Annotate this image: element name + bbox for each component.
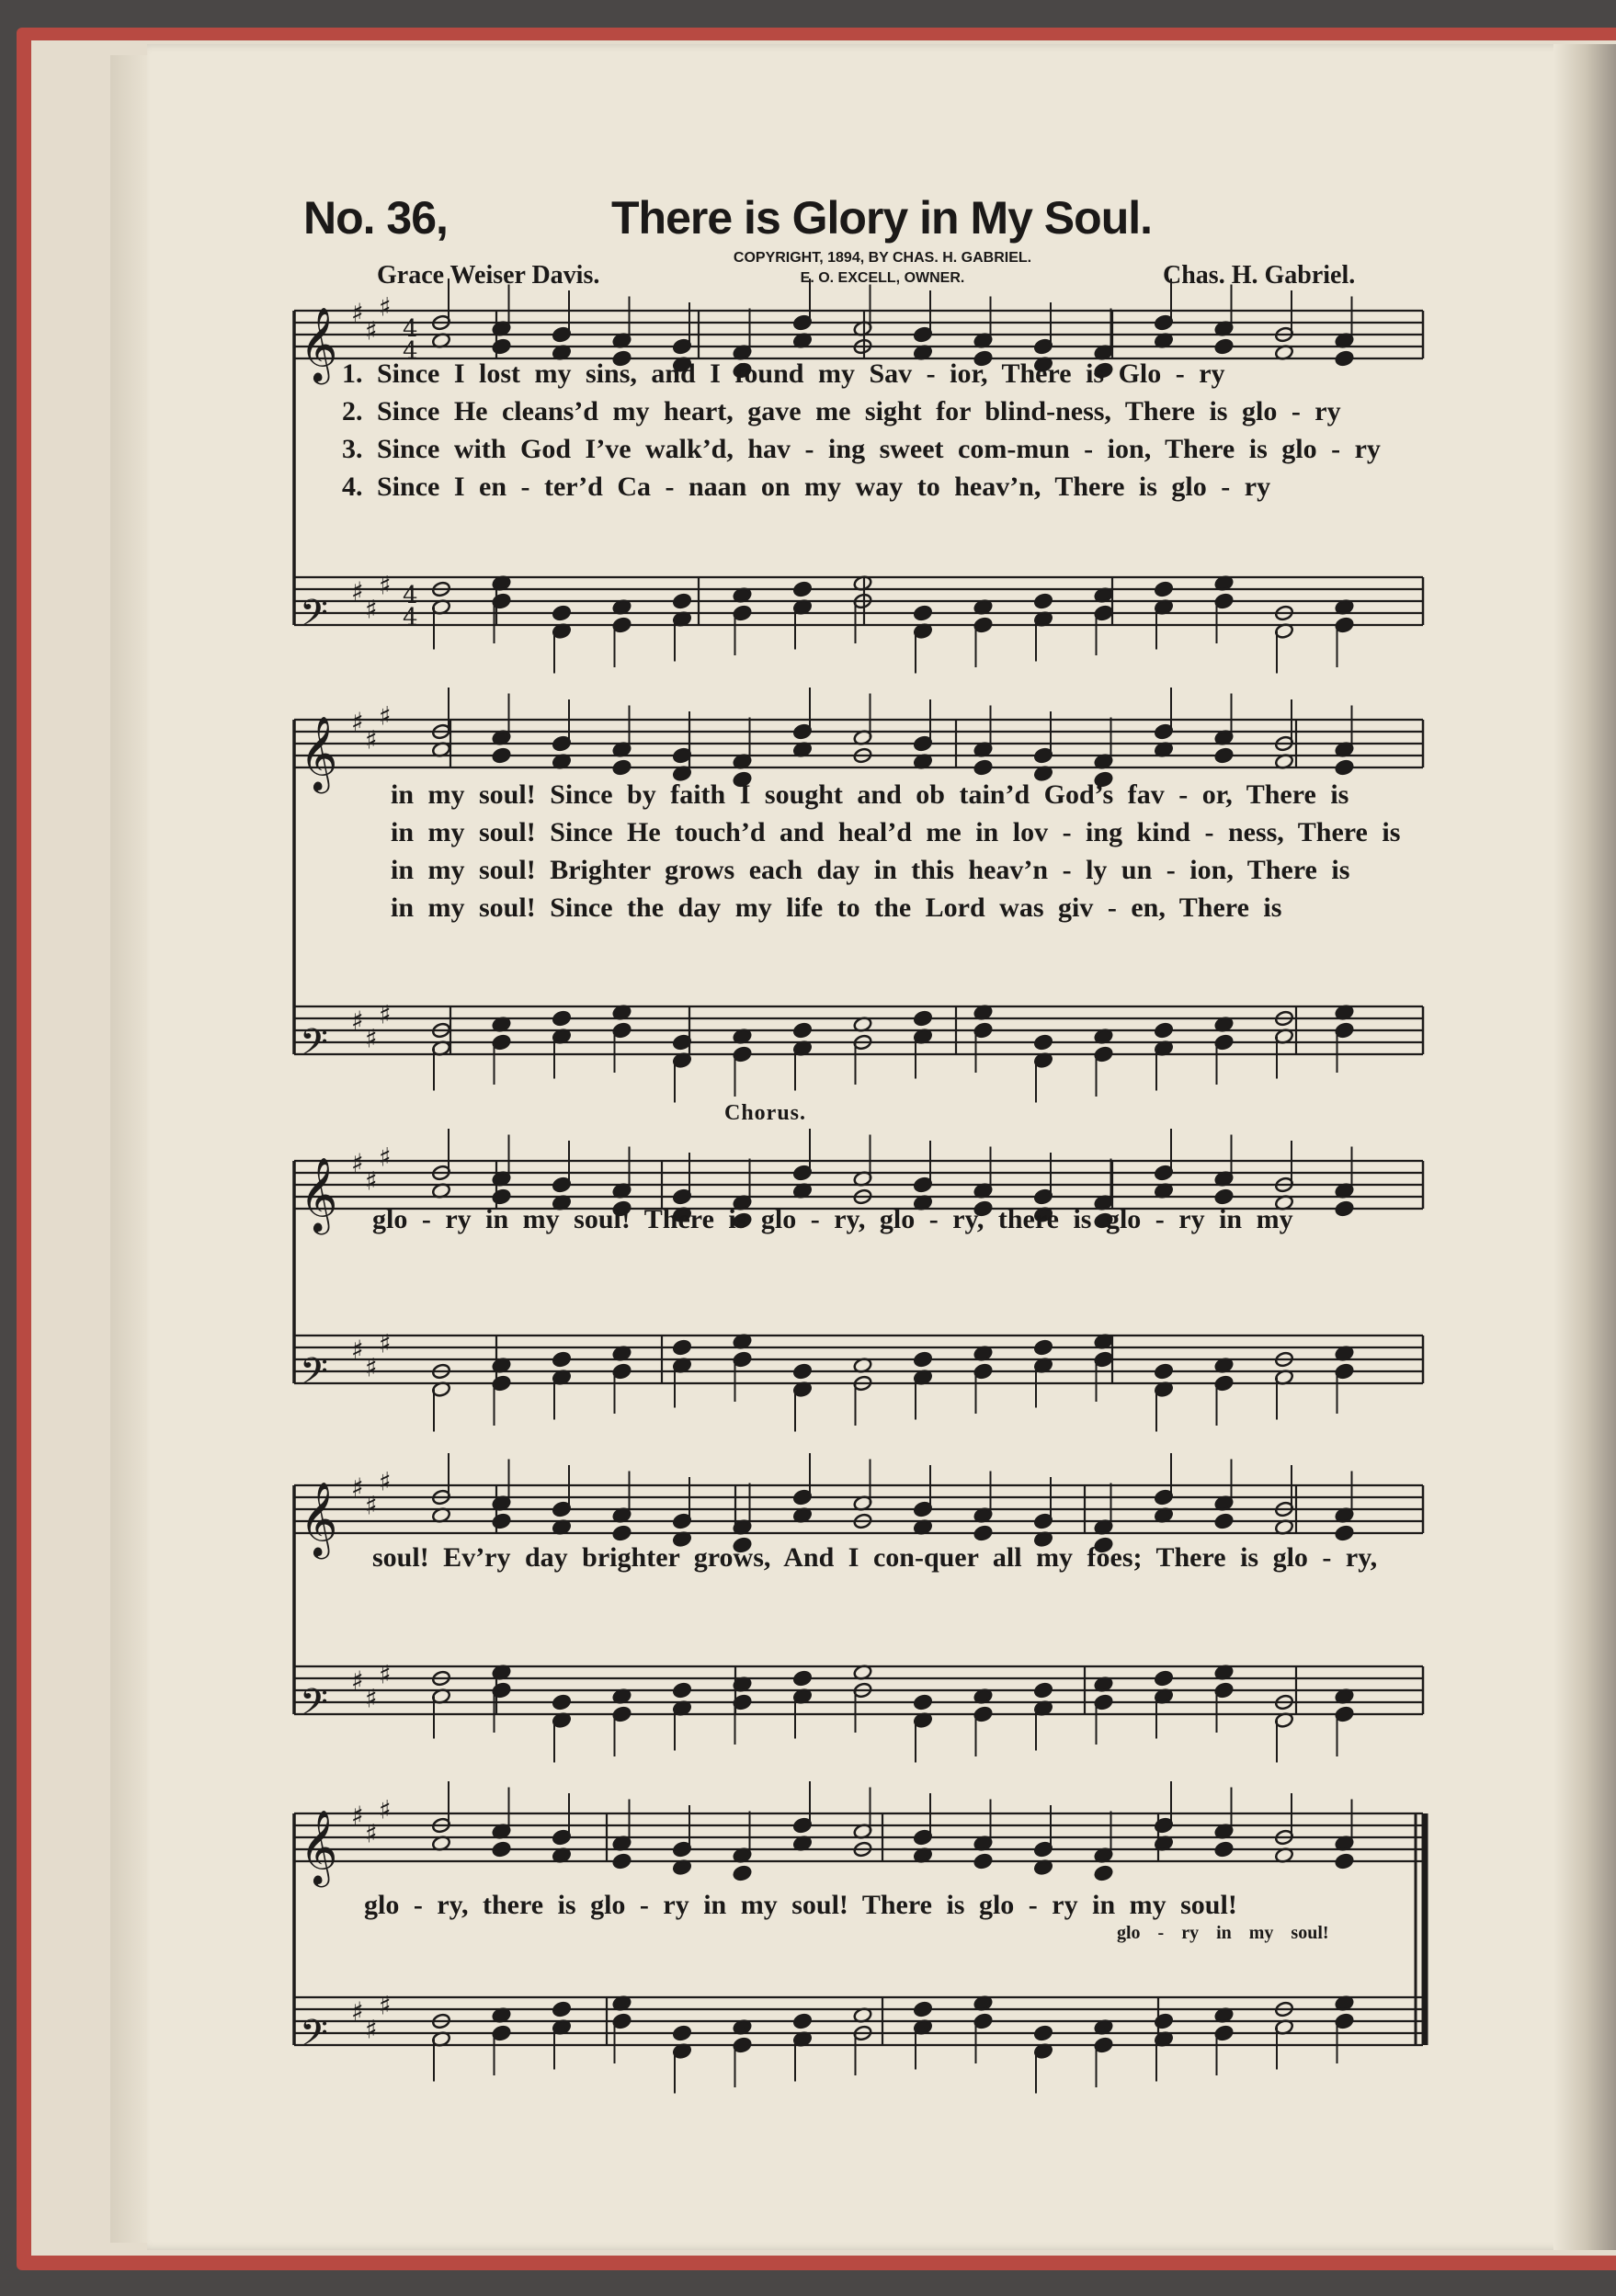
svg-text:♯: ♯ — [365, 1683, 378, 1714]
svg-text:𝄢: 𝄢 — [300, 1681, 328, 1733]
svg-text:𝄢: 𝄢 — [300, 2012, 328, 2063]
svg-text:𝄢: 𝄢 — [300, 1350, 328, 1402]
svg-text:♯: ♯ — [351, 707, 364, 737]
svg-text:♯: ♯ — [365, 1818, 378, 1849]
svg-text:♯: ♯ — [379, 999, 392, 1030]
svg-text:♯: ♯ — [379, 1466, 392, 1497]
svg-text:♯: ♯ — [365, 315, 378, 347]
lyricist: Grace Weiser Davis. — [377, 261, 600, 290]
chorus-line-2: soul! Ev’ry day brighter grows, And I con-quer all my foes; There is glo - ry, — [372, 1542, 1378, 1573]
verse-line: in my soul! Since the day my life to the Lord was giv - en, There is — [391, 892, 1282, 923]
svg-text:♯: ♯ — [365, 594, 378, 625]
svg-text:♯: ♯ — [365, 2014, 378, 2045]
verse-line: in my soul! Since by faith I sought and ob tain’d God’s fav - or, There is — [391, 779, 1349, 810]
hymn-number: No. 36, — [303, 192, 448, 244]
svg-text:♯: ♯ — [365, 1023, 378, 1054]
svg-text:♯: ♯ — [351, 1801, 364, 1831]
svg-text:♯: ♯ — [379, 1142, 392, 1173]
page-edge — [110, 55, 147, 2243]
svg-text:4: 4 — [403, 604, 418, 631]
verse-line: in my soul! Brighter grows each day in this heav’n - ly un - ion, There is — [391, 855, 1350, 885]
composer: Chas. H. Gabriel. — [1163, 261, 1356, 290]
svg-text:♯: ♯ — [365, 1165, 378, 1197]
chorus-echo: glo - ry in my soul! — [1117, 1923, 1329, 1943]
svg-text:♯: ♯ — [365, 1352, 378, 1383]
svg-text:♯: ♯ — [379, 1328, 392, 1359]
svg-text:♯: ♯ — [351, 1665, 364, 1696]
hymn-title: There is Glory in My Soul. — [611, 192, 1153, 244]
svg-text:♯: ♯ — [351, 1006, 364, 1036]
page-gutter — [1553, 44, 1616, 2250]
svg-text:𝄞: 𝄞 — [300, 1809, 338, 1884]
svg-text:♯: ♯ — [379, 1990, 392, 2021]
svg-text:𝄢: 𝄢 — [300, 1021, 328, 1073]
svg-text:♯: ♯ — [351, 1996, 364, 2027]
hymnal-page — [147, 44, 1590, 2250]
verse-line: in my soul! Since He touch’d and heal’d me in lov - ing kind - ness, There is — [391, 817, 1401, 847]
svg-text:𝄢: 𝄢 — [300, 592, 328, 643]
svg-text:𝄞: 𝄞 — [300, 715, 338, 790]
svg-text:4: 4 — [403, 582, 418, 609]
chorus-label: Chorus. — [724, 1101, 807, 1125]
chorus-line-3: glo - ry, there is glo - ry in my soul! There is glo - ry in my soul! — [364, 1890, 1237, 1920]
svg-text:4: 4 — [403, 337, 418, 365]
svg-text:♯: ♯ — [379, 1794, 392, 1825]
verse-line: 1. Since I lost my sins, and I found my Sav - ior, There is Glo - ry — [342, 358, 1225, 389]
chorus-line-1: glo - ry in my soul! There is glo - ry, glo - ry, there is glo - ry in my — [372, 1204, 1293, 1234]
svg-text:♯: ♯ — [379, 570, 392, 601]
svg-text:𝄞: 𝄞 — [300, 1156, 338, 1232]
verse-line: 3. Since with God I’ve walk’d, hav - ing sweet com-mun - ion, There is glo - ry — [342, 434, 1381, 464]
verse-line: 2. Since He cleans’d my heart, gave me sight for blind-ness, There is glo - ry — [342, 396, 1341, 426]
verse-line: 4. Since I en - ter’d Ca - naan on my way to heav’n, There is glo - ry — [342, 472, 1271, 502]
svg-text:𝄞: 𝄞 — [300, 306, 338, 381]
svg-text:♯: ♯ — [365, 724, 378, 756]
svg-text:♯: ♯ — [379, 291, 392, 323]
svg-text:𝄞: 𝄞 — [300, 1481, 338, 1556]
copyright-line-2: E. O. EXCELL, OWNER. — [800, 270, 965, 286]
svg-text:♯: ♯ — [351, 1472, 364, 1503]
svg-text:♯: ♯ — [351, 1148, 364, 1178]
svg-text:♯: ♯ — [379, 1659, 392, 1690]
svg-text:♯: ♯ — [351, 298, 364, 328]
svg-text:♯: ♯ — [379, 700, 392, 732]
svg-text:♯: ♯ — [351, 1335, 364, 1365]
copyright-line-1: COPYRIGHT, 1894, BY CHAS. H. GABRIEL. — [733, 250, 1032, 266]
svg-text:♯: ♯ — [365, 1490, 378, 1521]
svg-text:♯: ♯ — [351, 576, 364, 607]
svg-text:4: 4 — [403, 315, 418, 343]
